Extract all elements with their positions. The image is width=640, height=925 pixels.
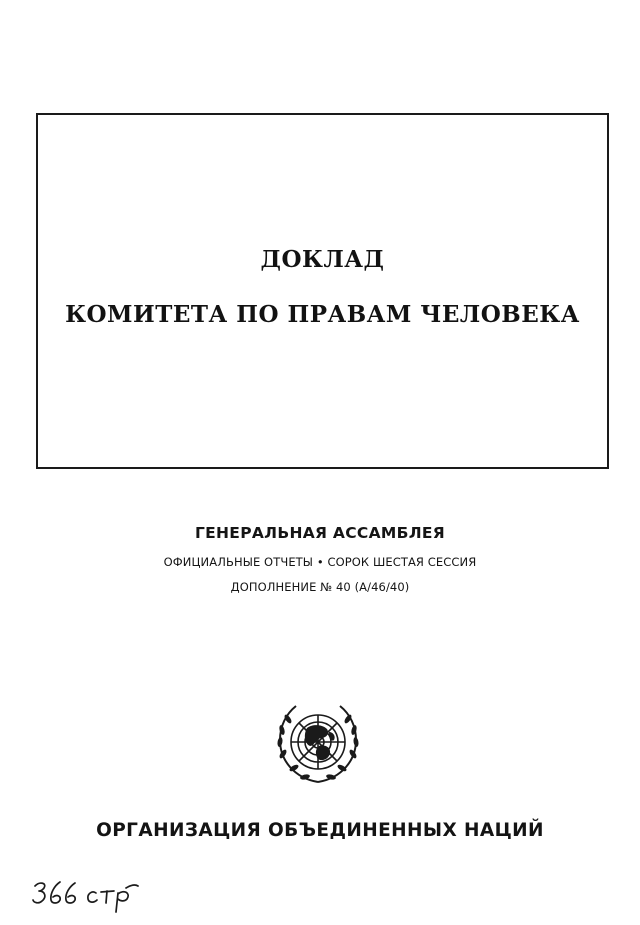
report-title-line-1: ДОКЛАД <box>260 246 385 273</box>
report-title-box <box>36 113 609 469</box>
handwritten-page-count <box>32 876 162 916</box>
report-title-line-2: КОМИТЕТА ПО ПРАВАМ ЧЕЛОВЕКА <box>65 301 580 328</box>
assembly-name: ГЕНЕРАЛЬНАЯ АССАМБЛЕЯ <box>194 524 446 542</box>
un-emblem-icon <box>274 702 362 784</box>
official-records-line: ОФИЦИАЛЬНЫЕ ОТЧЕТЫ • СОРОК ШЕСТАЯ СЕССИЯ <box>163 555 477 569</box>
organization-name: ОРГАНИЗАЦИЯ ОБЪЕДИНЕННЫХ НАЦИЙ <box>96 820 544 841</box>
supplement-line: ДОПОЛНЕНИЕ № 40 (A/46/40) <box>230 580 410 594</box>
